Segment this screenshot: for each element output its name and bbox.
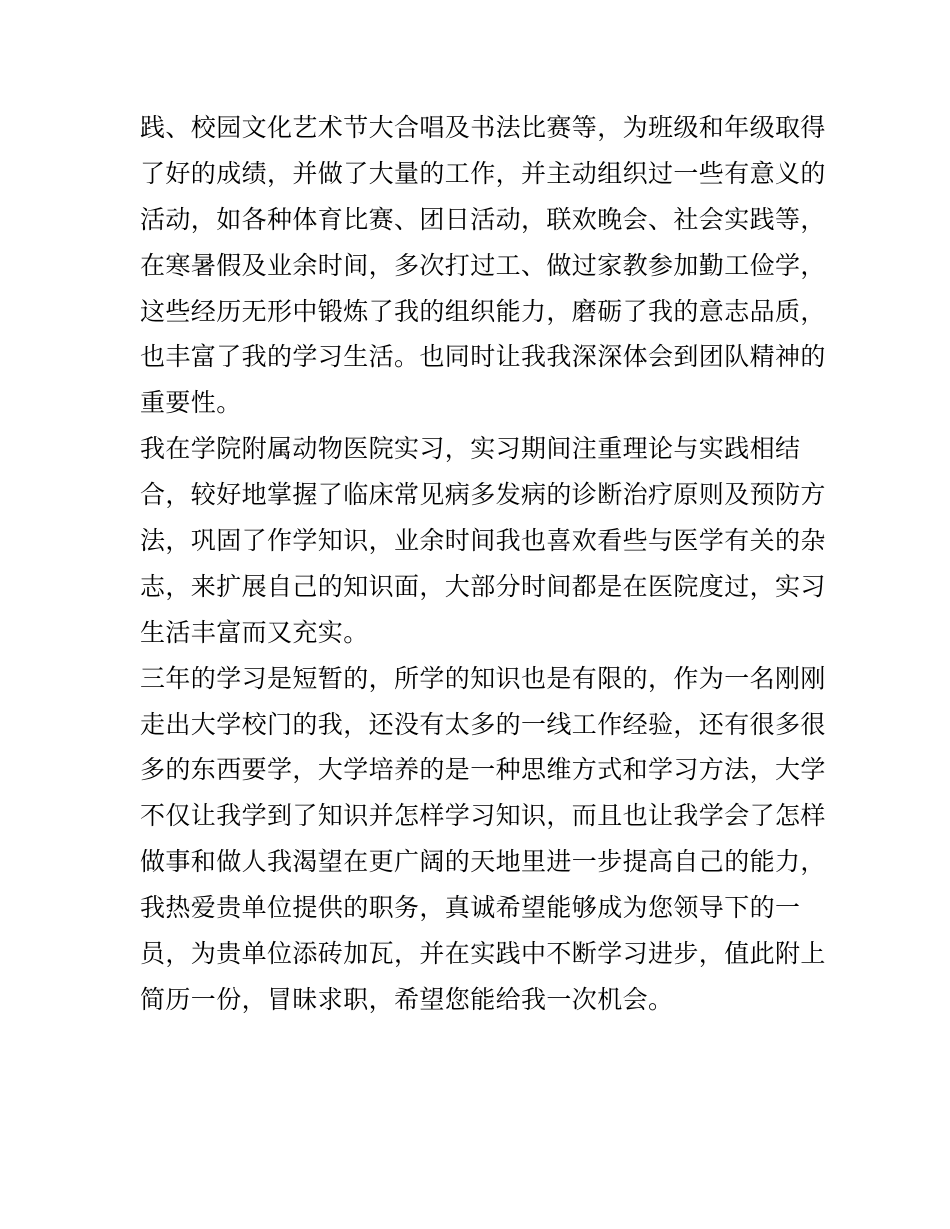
text-line: 这些经历无形中锻炼了我的组织能力，磨砺了我的意志品质， [140,296,826,326]
text-line: 了好的成绩，并做了大量的工作，并主动组织过一些有意义的 [140,158,826,188]
text-line: 志，来扩展自己的知识面，大部分时间都是在医院度过，实习 [140,571,826,601]
text-line: 法，巩固了作学知识，业余时间我也喜欢看些与医学有关的杂 [140,526,826,556]
text-line: 活动，如各种体育比赛、团日活动，联欢晚会、社会实践等， [140,204,826,234]
text-line: 三年的学习是短暂的，所学的知识也是有限的，作为一名刚刚 [140,663,826,693]
text-line: 重要性。 [140,388,242,418]
text-line: 做事和做人我渴望在更广阔的天地里进一步提高自己的能力， [140,847,826,877]
text-line: 简历一份，冒昧求职，希望您能给我一次机会。 [140,984,674,1014]
text-line: 合，较好地掌握了临床常见病多发病的诊断治疗原则及预防方 [140,480,826,510]
text-line: 在寒暑假及业余时间，多次打过工、做过家教参加勤工俭学， [140,250,826,280]
text-line: 员，为贵单位添砖加瓦，并在实践中不断学习进步，值此附上 [140,939,826,969]
text-line: 也丰富了我的学习生活。也同时让我我深深体会到团队精神的 [140,342,826,372]
text-line: 践、校园文化艺术节大合唱及书法比赛等，为班级和年级取得 [140,113,826,142]
text-line: 不仅让我学到了知识并怎样学习知识，而且也让我学会了怎样 [140,801,826,831]
body-text [140,105,826,1023]
text-line: 我在学院附属动物医院实习，实习期间注重理论与实践相结 [140,434,801,464]
text-line: 我热爱贵单位提供的职务，真诚希望能够成为您领导下的一 [140,893,801,923]
text-line: 多的东西要学，大学培养的是一种思维方式和学习方法，大学 [140,755,826,785]
text-line: 走出大学校门的我，还没有太多的一线工作经验，还有很多很 [140,709,826,739]
text-line: 生活丰富而又充实。 [140,617,369,647]
